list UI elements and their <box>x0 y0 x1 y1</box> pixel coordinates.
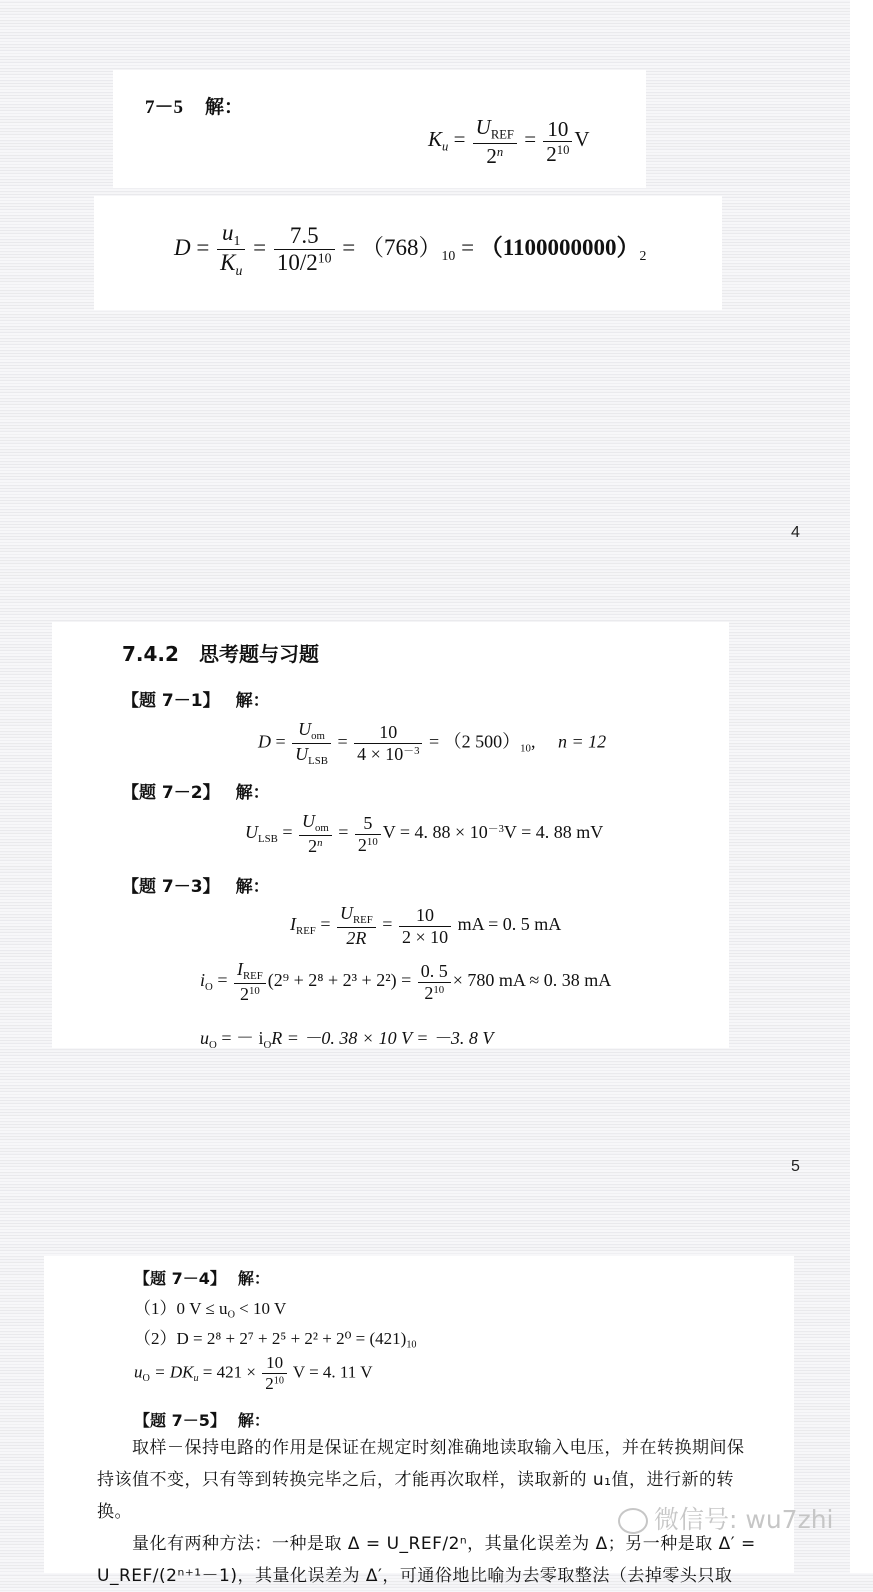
page-number-4: 4 <box>791 524 800 541</box>
d-equation: D = $\frac{u_1}{K_u}$ = $\frac{7.5}{10/2^{10}}$ = $(768)_{10} = (1100000000)_2$ <box>174 220 647 279</box>
wechat-icon <box>618 1508 648 1534</box>
problem-7-5-paragraph-1: 取样－保持电路的作用是保证在规定时刻准确地读取输入电压，并在转换期间保持该值不变，只有等到转换完毕之后，才能再次取样，读取新的 u₁值，进行新的转换。 <box>97 1438 745 1522</box>
problem-7-3-uo-equation: $u_O$ = － $i_OR = -0$. 38 × 10 V = －3. 8 V <box>200 1028 494 1051</box>
problem-7-4-line3: $u_O = DK_u = 421$ × $\frac{10}{2^{10}}$ V = 4. 11 V <box>134 1353 373 1393</box>
problem-7-4-line1: （1）0 $V \le u_O < 10$ V <box>134 1299 287 1321</box>
problem-heading: 7－5 解： <box>145 96 244 118</box>
problem-7-3-iref-equation: $I_{REF}$ = $\frac{U_{REF}}{2R}$ = $\frac{10}{2 \times 10}$ mA = 0. 5 mA <box>290 903 562 949</box>
problem-7-2-label: 【题 7－2】 解： <box>122 783 270 803</box>
panel-7-5-heading <box>113 70 646 188</box>
problem-7-3-io-equation: $i_O$ = $\frac{I_{REF}}{2^{10}}$ (2⁹ + 2⁸ + 2³ + 2²) = $\frac{0. 5}{2^{10}}$ × 780 mA ≈ 0. 38 mA <box>200 959 612 1005</box>
problem-7-2-equation: $U_{LSB}$ = $\frac{U_{om}}{2^n}$ = $\frac{5}{2^{10}}$ V = 4. $88 \times 10^{-3}V = 4$. 88 mV <box>245 811 604 857</box>
ku-equation: $K_u$ = $\frac{U_{REF}}{2^n}$ = $\frac{10}{2^{10}}$ V <box>428 115 590 168</box>
problem-7-5-paragraph-2: 量化有两种方法：一种是取 Δ = U_REF/2ⁿ，其量化误差为 Δ；另一种是取 Δ′ = U_REF/(2ⁿ⁺¹－1)，其量化误差为 Δ′，可通俗地比喻为去零取整法（去掉零头只取 <box>97 1534 756 1586</box>
problem-7-4-line2: $(2)D = 2^8 + 2^7 + 2^5 + 2^2 + 2^0 = (421)_{10}$ <box>134 1329 417 1351</box>
problem-7-1-label: 【题 7－1】 解： <box>122 691 270 711</box>
right-margin-strip <box>850 0 873 1573</box>
problem-7-5-label: 【题 7－5】 解： <box>134 1411 270 1430</box>
section-title: 7.4.2 思考题与习题 <box>122 642 319 666</box>
panel-7-5-d-equation <box>94 196 722 310</box>
page-number-5: 5 <box>791 1158 800 1175</box>
problem-7-1-equation: D = $\frac{U_{om}}{U_{LSB}}$ = $\frac{10}{4 \times 10^{-3}}$ = （2 $500)_{10}$, n = 12 <box>258 719 607 767</box>
wechat-watermark: 微信号: wu7zhi <box>618 1500 833 1536</box>
panel-7-4-2 <box>52 622 729 1051</box>
problem-7-4-label: 【题 7－4】 解： <box>134 1269 270 1288</box>
problem-7-3-label: 【题 7－3】 解： <box>122 877 270 897</box>
